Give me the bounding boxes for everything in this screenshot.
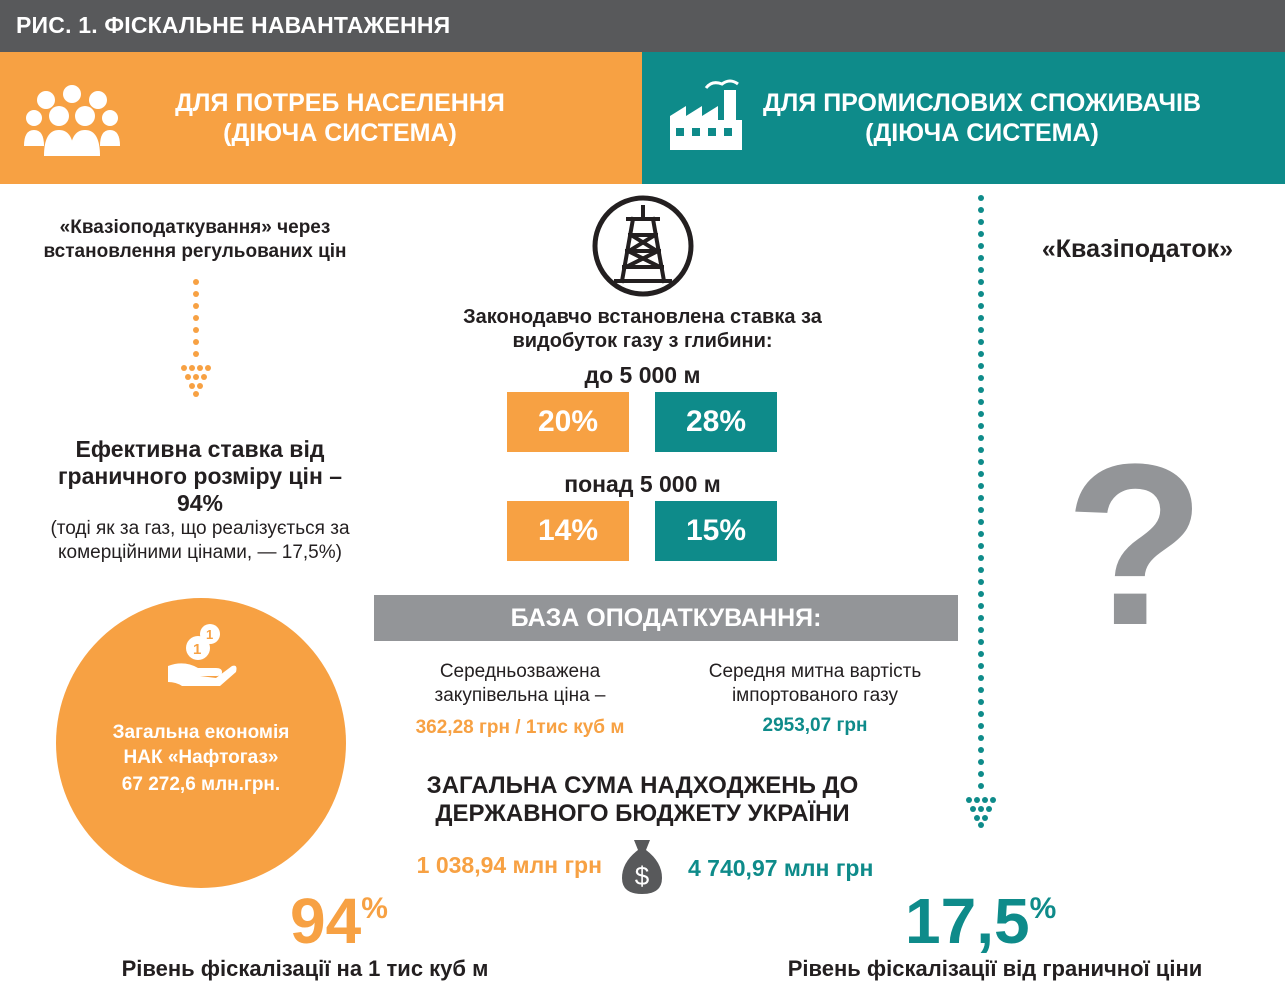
quasi-taxation-line1: «Квазіоподаткування» через: [59, 217, 331, 238]
tax-base-bar: БАЗА ОПОДАТКУВАННЯ:: [374, 595, 958, 641]
industrial-band: [642, 52, 1285, 184]
rate-box-depth2-industrial: 15%: [655, 501, 777, 561]
tax-base-left-value: 362,28 грн / 1тис куб м: [415, 717, 625, 738]
rate-box-depth1-population: 20%: [507, 392, 629, 452]
budget-title-line1: ЗАГАЛЬНА СУМА НАДХОДЖЕНЬ ДО: [426, 772, 859, 799]
savings-circle: [56, 598, 346, 888]
fiscal-right-percent: %: [1029, 892, 1057, 925]
effective-rate-note-line2: комерційними цінами, — 17,5%): [58, 542, 342, 563]
depth2-label: понад 5 000 м: [564, 471, 721, 497]
fiscal-right-number-value: 17,5: [905, 885, 1030, 957]
budget-title: [370, 772, 915, 828]
population-band-line1: ДЛЯ ПОТРЕБ НАСЕЛЕННЯ: [175, 89, 505, 117]
effective-rate-line1: Ефективна ставка від: [75, 436, 325, 462]
tax-base-right-line2: імпортованого газу: [731, 685, 899, 706]
statutory-rate-line1: Законодавчо встановлена ставка за: [463, 306, 822, 328]
svg-text:1: 1: [193, 641, 202, 658]
factory-icon: [666, 76, 746, 156]
page-title: РИС. 1. ФІСКАЛЬНЕ НАВАНТАЖЕННЯ: [16, 12, 451, 38]
title-bar: [0, 0, 1285, 52]
budget-right-value: 4 740,97 млн грн: [688, 855, 874, 881]
fiscal-left-percent: %: [361, 892, 388, 925]
right-dotted-arrow: [964, 192, 998, 828]
money-bag-symbol: $: [634, 861, 650, 891]
coins-hand-icon: [164, 622, 238, 688]
savings-line2: НАК «Нафтогаз»: [123, 747, 279, 768]
effective-rate-block: [0, 436, 400, 565]
fiscal-right-number: [905, 886, 1085, 956]
money-bag-icon: [618, 836, 666, 896]
fiscal-left-caption: Рівень фіскалізації на 1 тис куб м: [121, 956, 489, 981]
depth1-label: до 5 000 м: [584, 362, 701, 388]
fiscal-right-caption: Рівень фіскалізації від граничної ціни: [787, 956, 1203, 981]
question-mark: ?: [1064, 416, 1206, 673]
quasi-taxation-line2: встановлення регульованих цін: [43, 241, 347, 262]
effective-rate-line2: граничного розміру цін –: [57, 463, 343, 489]
left-dotted-arrow: [178, 278, 214, 398]
effective-rate-note-line1: (тоді як за газ, що реалізується за: [50, 518, 350, 539]
population-band-line2: (ДІЮЧА СИСТЕМА): [223, 119, 457, 147]
svg-text:1: 1: [206, 627, 214, 642]
quasi-tax-label: «Квазіподаток»: [1041, 235, 1234, 263]
population-band: [0, 52, 642, 184]
tax-base-left: [375, 660, 665, 740]
rate-box-depth1-industrial: 28%: [655, 392, 777, 452]
tax-base-right-value: 2953,07 грн: [762, 715, 868, 736]
tax-base-left-line2: закупівельна ціна –: [434, 685, 606, 706]
savings-line1: Загальна економія: [112, 722, 290, 743]
savings-value: 67 272,6 млн.грн.: [121, 774, 281, 795]
fiscal-left-number-value: 94: [290, 885, 362, 957]
tax-base-right: [670, 660, 960, 738]
industrial-band-line1: ДЛЯ ПРОМИСЛОВИХ СПОЖИВАЧІВ: [762, 89, 1202, 117]
industrial-band-line2: (ДІЮЧА СИСТЕМА): [865, 119, 1099, 147]
fiscal-left-number: [290, 886, 430, 956]
budget-left-value: 1 038,94 млн грн: [416, 852, 602, 878]
budget-title-line2: ДЕРЖАВНОГО БЮДЖЕТУ УКРАЇНИ: [435, 800, 850, 827]
quasi-taxation-text: [0, 216, 390, 264]
effective-rate-value: 94%: [176, 490, 224, 516]
tax-base-left-line1: Середньозважена: [439, 661, 601, 682]
rate-box-depth2-population: 14%: [507, 501, 629, 561]
gas-rig-icon: [590, 193, 696, 299]
tax-base-right-line1: Середня митна вартість: [708, 661, 922, 682]
statutory-rate-line2: видобуток газу з глибини:: [512, 330, 773, 352]
statutory-rate-text: [400, 305, 885, 353]
people-group-icon: [22, 84, 122, 164]
